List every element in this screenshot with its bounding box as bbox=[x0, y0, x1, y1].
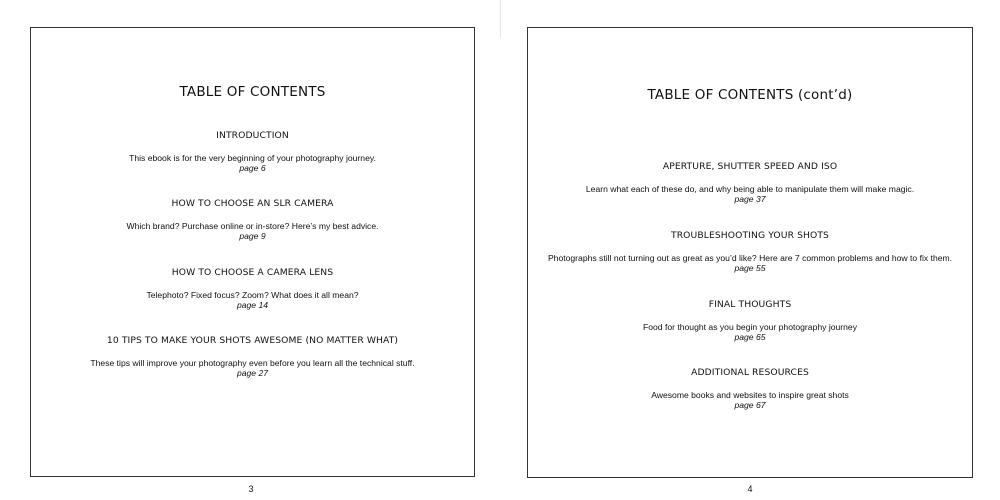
toc-entry-description: Learn what each of these do, and why being able to manipulate them will make magic. bbox=[585, 184, 915, 194]
toc-entry-heading: HOW TO CHOOSE A CAMERA LENS bbox=[171, 267, 334, 278]
toc-entry-heading: HOW TO CHOOSE AN SLR CAMERA bbox=[171, 198, 334, 209]
toc-entry-description: Awesome books and websites to inspire great shots bbox=[651, 390, 849, 400]
toc-entry-description: Food for thought as you begin your photography journey bbox=[642, 322, 858, 332]
toc-entry-page: page 14 bbox=[236, 300, 269, 310]
toc-entry-heading: ADDITIONAL RESOURCES bbox=[691, 367, 809, 378]
toc-entry-page: page 27 bbox=[236, 368, 269, 378]
toc-entry-page: page 65 bbox=[734, 332, 766, 342]
toc-entry-heading: 10 TIPS TO MAKE YOUR SHOTS AWESOME (NO MATTER WHAT) bbox=[106, 335, 399, 346]
toc-entry-page: page 37 bbox=[734, 194, 766, 204]
page-title: TABLE OF CONTENTS (cont’d) bbox=[647, 87, 853, 103]
toc-entry bbox=[31, 267, 474, 310]
page-gutter-edge bbox=[500, 0, 501, 38]
toc-entry-description: This ebook is for the very beginning of your photography journey. bbox=[129, 153, 376, 163]
toc-entry-heading: INTRODUCTION bbox=[216, 130, 289, 141]
toc-entry-page: page 9 bbox=[239, 231, 266, 241]
toc-entry bbox=[528, 230, 972, 273]
toc-entry bbox=[528, 161, 972, 204]
toc-entry-heading: FINAL THOUGHTS bbox=[708, 299, 792, 310]
page-number: 4 bbox=[747, 484, 753, 494]
toc-entry-heading: APERTURE, SHUTTER SPEED AND ISO bbox=[662, 161, 838, 172]
toc-entry-page: page 6 bbox=[239, 163, 266, 173]
toc-entry-description: Photographs still not turning out as great as you’d like? Here are 7 common problems and how to fix them. bbox=[547, 253, 953, 263]
toc-entry bbox=[528, 367, 972, 410]
toc-entry-description: Which brand? Purchase online or in-store? Here’s my best advice. bbox=[126, 221, 379, 231]
left-page bbox=[30, 27, 475, 477]
toc-entry bbox=[31, 130, 474, 173]
toc-entry-heading: TROUBLESHOOTING YOUR SHOTS bbox=[670, 230, 829, 241]
right-page bbox=[527, 27, 973, 478]
toc-entry-page: page 55 bbox=[734, 263, 766, 273]
toc-entry-description: These tips will improve your photography even before you learn all the technical stuff. bbox=[90, 358, 415, 368]
toc-entry bbox=[31, 198, 474, 241]
page-title: TABLE OF CONTENTS bbox=[179, 84, 326, 100]
page-number: 3 bbox=[248, 484, 254, 494]
toc-entry-page: page 67 bbox=[734, 400, 766, 410]
toc-entry-description: Telephoto? Fixed focus? Zoom? What does it all mean? bbox=[146, 290, 359, 300]
toc-entry bbox=[528, 299, 972, 342]
toc-entry bbox=[31, 335, 474, 378]
